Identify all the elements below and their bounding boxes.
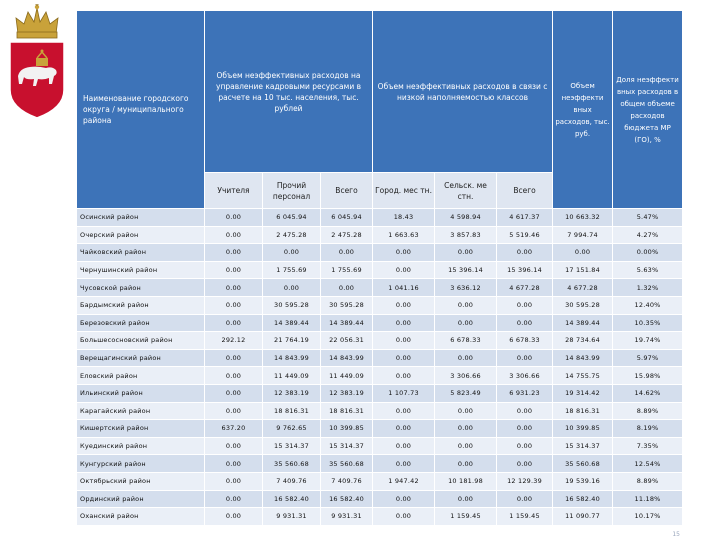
- cell-name: Куединский район: [77, 437, 205, 455]
- table-row: [77, 508, 683, 526]
- cell-teachers: 292.12: [205, 332, 263, 350]
- cell-other: 16 582.40: [263, 490, 321, 508]
- cell-total: 19 539.16: [553, 472, 613, 490]
- cell-name: Чернушинский район: [77, 261, 205, 279]
- cell-share: 7.35%: [613, 437, 683, 455]
- cell-other: 30 595.28: [263, 296, 321, 314]
- cell-name: Еловский район: [77, 367, 205, 385]
- cell-teachers: 0.00: [205, 437, 263, 455]
- cell-rural: 15 396.14: [435, 261, 497, 279]
- cell-total1: 18 816.31: [321, 402, 373, 420]
- cell-rural: 0.00: [435, 490, 497, 508]
- cell-name: Чусовской район: [77, 279, 205, 297]
- cell-total1: 12 383.19: [321, 384, 373, 402]
- table-row: [77, 244, 683, 262]
- cell-share: 8.19%: [613, 420, 683, 438]
- table-row: [77, 349, 683, 367]
- cell-total2: 1 159.45: [497, 508, 553, 526]
- cell-other: 11 449.09: [263, 367, 321, 385]
- cell-total2: 15 396.14: [497, 261, 553, 279]
- cell-urban: 0.00: [373, 314, 435, 332]
- subheader-rural: Сельск. ме стн.: [435, 173, 497, 209]
- cell-total: 10 399.85: [553, 420, 613, 438]
- table-row: [77, 296, 683, 314]
- cell-share: 5.47%: [613, 209, 683, 227]
- cell-rural: 3 857.83: [435, 226, 497, 244]
- cell-urban: 0.00: [373, 367, 435, 385]
- cell-urban: 0.00: [373, 490, 435, 508]
- cell-total2: 0.00: [497, 490, 553, 508]
- table-row: [77, 209, 683, 227]
- cell-other: 9 931.31: [263, 508, 321, 526]
- subheader-urban: Город. мес тн.: [373, 173, 435, 209]
- cell-total1: 30 595.28: [321, 296, 373, 314]
- cell-total2: 3 306.66: [497, 367, 553, 385]
- cell-total1: 10 399.85: [321, 420, 373, 438]
- cell-total: 18 816.31: [553, 402, 613, 420]
- ineffective-expenses-table: [76, 10, 683, 526]
- cell-teachers: 0.00: [205, 490, 263, 508]
- table-row: [77, 472, 683, 490]
- cell-rural: 3 636.12: [435, 279, 497, 297]
- cell-total: 28 734.64: [553, 332, 613, 350]
- cell-share: 14.62%: [613, 384, 683, 402]
- cell-total1: 14 843.99: [321, 349, 373, 367]
- cell-teachers: 0.00: [205, 209, 263, 227]
- cell-total1: 15 314.37: [321, 437, 373, 455]
- cell-total: 14 843.99: [553, 349, 613, 367]
- cell-total: 10 663.32: [553, 209, 613, 227]
- cell-total2: 0.00: [497, 420, 553, 438]
- cell-total1: 22 056.31: [321, 332, 373, 350]
- cell-teachers: 0.00: [205, 402, 263, 420]
- cell-other: 15 314.37: [263, 437, 321, 455]
- crown-icon: [16, 4, 58, 38]
- cell-other: 7 409.76: [263, 472, 321, 490]
- table-row: [77, 420, 683, 438]
- cell-total: 19 314.42: [553, 384, 613, 402]
- cell-total2: 0.00: [497, 349, 553, 367]
- cell-urban: 0.00: [373, 261, 435, 279]
- cell-total1: 1 755.69: [321, 261, 373, 279]
- cell-total: 15 314.37: [553, 437, 613, 455]
- table-row: [77, 279, 683, 297]
- cell-other: 2 475.28: [263, 226, 321, 244]
- cell-other: 14 389.44: [263, 314, 321, 332]
- cell-total1: 35 560.68: [321, 455, 373, 473]
- cell-share: 8.89%: [613, 402, 683, 420]
- cell-teachers: 0.00: [205, 508, 263, 526]
- cell-teachers: 0.00: [205, 261, 263, 279]
- cell-teachers: 0.00: [205, 244, 263, 262]
- cell-total: 30 595.28: [553, 296, 613, 314]
- cell-rural: 0.00: [435, 244, 497, 262]
- cell-teachers: 0.00: [205, 349, 263, 367]
- cell-urban: 1 663.63: [373, 226, 435, 244]
- cell-share: 5.97%: [613, 349, 683, 367]
- cell-share: 12.40%: [613, 296, 683, 314]
- cell-total2: 6 678.33: [497, 332, 553, 350]
- cell-total1: 11 449.09: [321, 367, 373, 385]
- cell-teachers: 0.00: [205, 472, 263, 490]
- cell-other: 35 560.68: [263, 455, 321, 473]
- cell-share: 19.74%: [613, 332, 683, 350]
- cell-other: 14 843.99: [263, 349, 321, 367]
- cell-rural: 6 678.33: [435, 332, 497, 350]
- cell-other: 6 045.94: [263, 209, 321, 227]
- cell-rural: 0.00: [435, 455, 497, 473]
- cell-teachers: 0.00: [205, 367, 263, 385]
- cell-total2: 0.00: [497, 402, 553, 420]
- cell-other: 21 764.19: [263, 332, 321, 350]
- cell-rural: 0.00: [435, 437, 497, 455]
- table-row: [77, 261, 683, 279]
- cell-total1: 14 389.44: [321, 314, 373, 332]
- cell-urban: 0.00: [373, 455, 435, 473]
- coat-of-arms-logo: [6, 4, 68, 122]
- table-row: [77, 332, 683, 350]
- cell-share: 0.00%: [613, 244, 683, 262]
- cell-total2: 0.00: [497, 437, 553, 455]
- table-row: [77, 490, 683, 508]
- cell-urban: 0.00: [373, 332, 435, 350]
- cell-urban: 0.00: [373, 349, 435, 367]
- cell-total: 16 582.40: [553, 490, 613, 508]
- table-body: [77, 209, 683, 526]
- cell-other: 0.00: [263, 279, 321, 297]
- cell-teachers: 0.00: [205, 226, 263, 244]
- cell-rural: 5 823.49: [435, 384, 497, 402]
- cell-total2: 0.00: [497, 244, 553, 262]
- cell-name: Кишертский район: [77, 420, 205, 438]
- table-row: [77, 437, 683, 455]
- table-row: [77, 314, 683, 332]
- cell-urban: 0.00: [373, 437, 435, 455]
- cell-rural: 4 598.94: [435, 209, 497, 227]
- table-row: [77, 384, 683, 402]
- cell-total2: 0.00: [497, 296, 553, 314]
- cell-total: 17 151.84: [553, 261, 613, 279]
- cell-name: Ординский район: [77, 490, 205, 508]
- cell-share: 11.18%: [613, 490, 683, 508]
- cell-urban: 18.43: [373, 209, 435, 227]
- cell-name: Бардымский район: [77, 296, 205, 314]
- cell-share: 10.17%: [613, 508, 683, 526]
- table-row: [77, 367, 683, 385]
- cell-other: 9 762.65: [263, 420, 321, 438]
- cell-teachers: 637.20: [205, 420, 263, 438]
- cell-other: 18 816.31: [263, 402, 321, 420]
- cell-name: Большесосновский район: [77, 332, 205, 350]
- cell-other: 0.00: [263, 244, 321, 262]
- cell-other: 12 383.19: [263, 384, 321, 402]
- cell-name: Карагайский район: [77, 402, 205, 420]
- cell-total: 0.00: [553, 244, 613, 262]
- cell-urban: 0.00: [373, 420, 435, 438]
- cell-total2: 12 129.39: [497, 472, 553, 490]
- cell-share: 4.27%: [613, 226, 683, 244]
- cell-total2: 5 519.46: [497, 226, 553, 244]
- cell-share: 12.54%: [613, 455, 683, 473]
- cell-rural: 0.00: [435, 349, 497, 367]
- cell-teachers: 0.00: [205, 455, 263, 473]
- cell-teachers: 0.00: [205, 279, 263, 297]
- subheader-total-fill: Всего: [497, 173, 553, 209]
- cell-name: Октябрьский район: [77, 472, 205, 490]
- cell-urban: 0.00: [373, 296, 435, 314]
- cell-urban: 0.00: [373, 508, 435, 526]
- cell-total2: 0.00: [497, 455, 553, 473]
- cell-total: 4 677.28: [553, 279, 613, 297]
- cell-urban: 1 107.73: [373, 384, 435, 402]
- cell-teachers: 0.00: [205, 384, 263, 402]
- cell-total2: 4 617.37: [497, 209, 553, 227]
- cell-rural: 1 159.45: [435, 508, 497, 526]
- cell-name: Осинский район: [77, 209, 205, 227]
- cell-name: Верещагинский район: [77, 349, 205, 367]
- cell-total1: 0.00: [321, 244, 373, 262]
- cell-total: 11 090.77: [553, 508, 613, 526]
- cell-share: 1.32%: [613, 279, 683, 297]
- subheader-total-staff: Всего: [321, 173, 373, 209]
- table-row: [77, 226, 683, 244]
- cell-teachers: 0.00: [205, 296, 263, 314]
- table-row: [77, 402, 683, 420]
- cell-total2: 6 931.23: [497, 384, 553, 402]
- cell-share: 5.63%: [613, 261, 683, 279]
- cell-total1: 0.00: [321, 279, 373, 297]
- cell-total1: 6 045.94: [321, 209, 373, 227]
- cell-teachers: 0.00: [205, 314, 263, 332]
- cell-other: 1 755.69: [263, 261, 321, 279]
- cell-urban: 1 041.16: [373, 279, 435, 297]
- cell-rural: 0.00: [435, 296, 497, 314]
- cell-total1: 2 475.28: [321, 226, 373, 244]
- cell-name: Ильинский район: [77, 384, 205, 402]
- cell-total1: 16 582.40: [321, 490, 373, 508]
- header-share: Доля неэффекти вных расходов в общем объеме расходов бюджета МР (ГО), %: [613, 11, 683, 209]
- header-staff-expenses: Объем неэффективных расходов на управление кадровыми ресурсами в расчете на 10 тыс. населения, тыс. рублей: [205, 11, 373, 173]
- cell-total: 14 389.44: [553, 314, 613, 332]
- cell-total1: 7 409.76: [321, 472, 373, 490]
- cell-urban: 1 947.42: [373, 472, 435, 490]
- cell-share: 8.89%: [613, 472, 683, 490]
- cell-share: 15.98%: [613, 367, 683, 385]
- cell-total1: 9 931.31: [321, 508, 373, 526]
- cell-name: Оханский район: [77, 508, 205, 526]
- header-total-ineffective: Объем неэффекти вных расходов, тыс. руб.: [553, 11, 613, 209]
- cell-name: Березовский район: [77, 314, 205, 332]
- cell-rural: 0.00: [435, 314, 497, 332]
- table-row: [77, 455, 683, 473]
- cell-rural: 0.00: [435, 402, 497, 420]
- cell-total: 7 994.74: [553, 226, 613, 244]
- header-name-column: Наименование городского округа / муниципального района: [77, 11, 205, 209]
- header-row: [77, 11, 683, 173]
- cell-total: 35 560.68: [553, 455, 613, 473]
- cell-name: Чайковский район: [77, 244, 205, 262]
- cell-share: 10.35%: [613, 314, 683, 332]
- cell-rural: 3 306.66: [435, 367, 497, 385]
- cell-rural: 10 181.98: [435, 472, 497, 490]
- page-number: 15: [672, 531, 680, 538]
- cell-total2: 0.00: [497, 314, 553, 332]
- cell-total: 14 755.75: [553, 367, 613, 385]
- cell-name: Кунгурский район: [77, 455, 205, 473]
- subheader-teachers: Учителя: [205, 173, 263, 209]
- subheader-other-staff: Прочий персонал: [263, 173, 321, 209]
- cell-rural: 0.00: [435, 420, 497, 438]
- cell-urban: 0.00: [373, 244, 435, 262]
- cell-total2: 4 677.28: [497, 279, 553, 297]
- cell-name: Очерский район: [77, 226, 205, 244]
- cell-urban: 0.00: [373, 402, 435, 420]
- header-low-fill-expenses: Объем неэффективных расходов в связи с низкой наполняемостью классов: [373, 11, 553, 173]
